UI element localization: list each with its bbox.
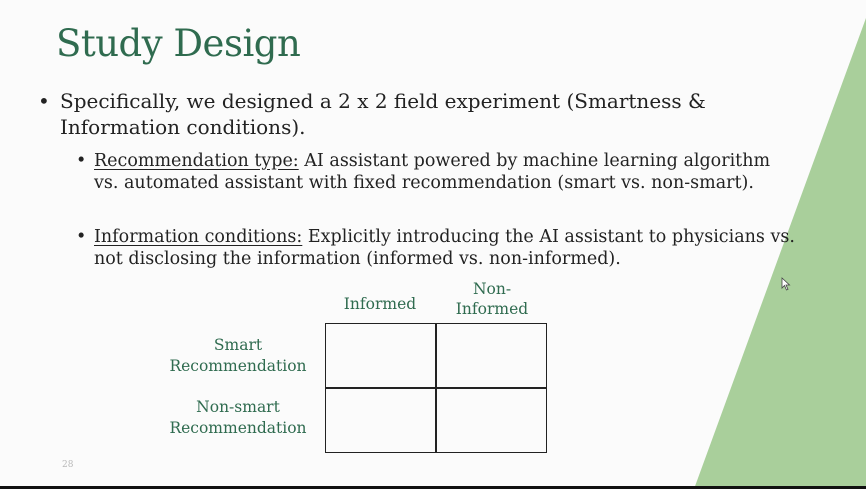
table-cell [326,324,435,387]
sub-bullet-body: Explicitly introducing the AI assistant to physicians vs. not disclosing the information (informed vs. non-informed). [94,227,795,269]
col-header-non-informed: Non- Informed [455,280,529,318]
sub-bullet-text [94,150,796,194]
col-header-informed: Informed [343,295,417,313]
row-header-non-smart: Non-smart Recommendation [169,398,307,437]
table-cell [437,389,546,451]
design-matrix-table [325,323,547,453]
slide-title: Study Design [56,22,301,65]
table-cell [437,324,546,387]
mouse-pointer-icon [781,277,791,291]
bullet-dot-icon: • [38,89,50,113]
bullet-dot-icon: • [76,227,87,247]
sub-bullet-body: AI assistant powered by machine learning algorithm vs. automated assistant with fixed recommendation (smart vs. non-smart). [94,151,771,193]
bullet-dot-icon: • [76,151,87,171]
sub-bullet-text [94,226,816,270]
sub-bullet-label: Information conditions: [94,227,303,247]
main-bullet-text: Specifically, we designed a 2 x 2 field experiment (Smartness & Information conditions). [60,89,706,139]
page-number: 28 [62,460,74,470]
sub-bullet-label: Recommendation type: [94,151,299,171]
table-divider-horizontal [326,387,546,389]
table-cell [326,389,435,451]
row-header-smart: Smart Recommendation [169,336,307,375]
